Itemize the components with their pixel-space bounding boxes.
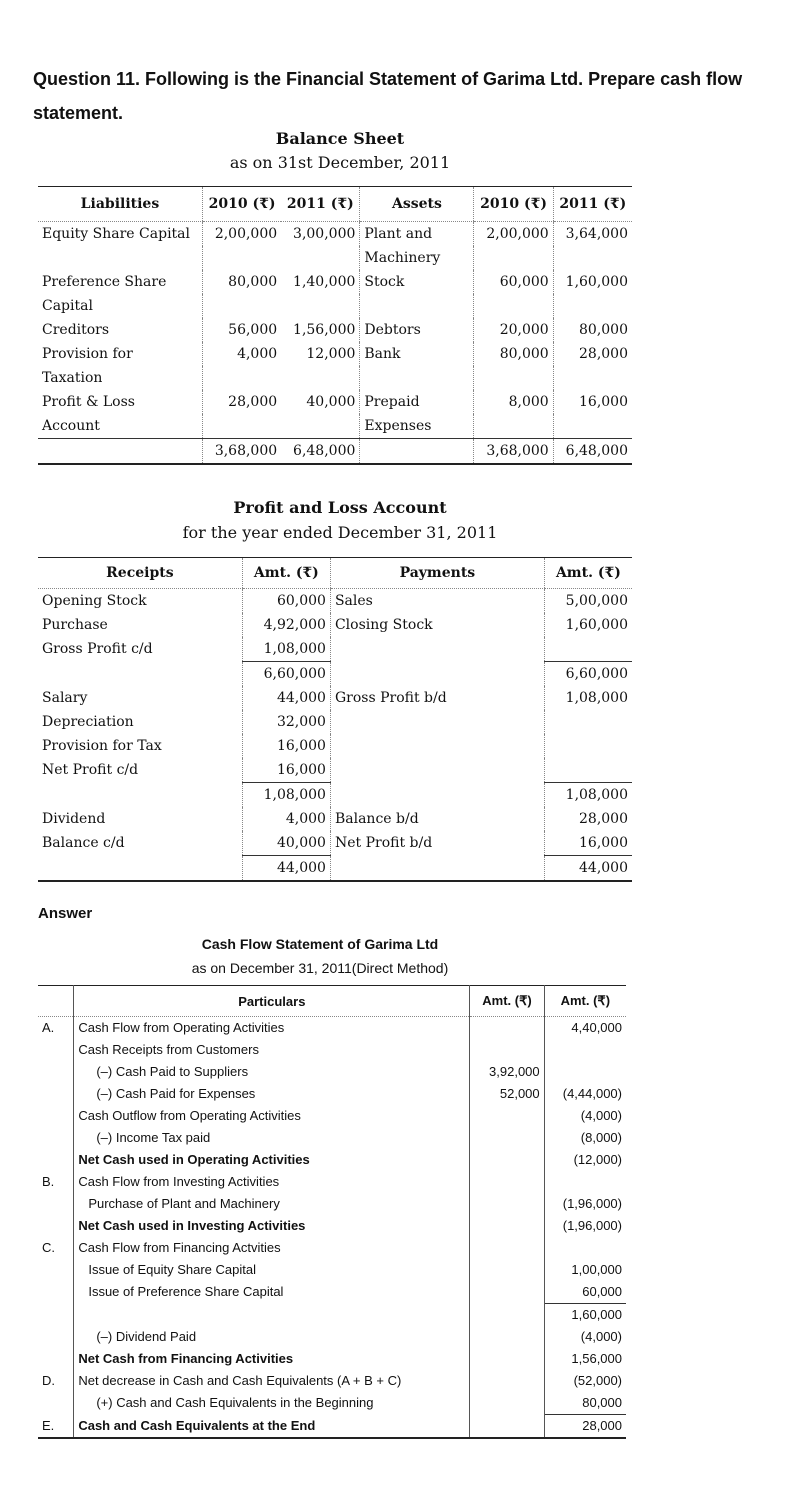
table-cell: Debtors (360, 318, 474, 342)
column-header: 2010 (₹) (202, 187, 281, 222)
table-cell: Expenses (360, 414, 474, 439)
table-cell (202, 294, 281, 318)
table-row (38, 1259, 626, 1281)
table-row (38, 1370, 626, 1392)
table-cell (544, 1171, 626, 1193)
table-cell: Balance c/d (42, 835, 125, 851)
table-cell: (–) Income Tax paid (74, 1127, 470, 1149)
table-cell: 40,000 (306, 394, 356, 410)
table-cell (470, 1304, 544, 1327)
subtotal-row (38, 662, 632, 687)
cash-flow-title: Cash Flow Statement of Garima Ltd (201, 936, 439, 952)
table-cell (38, 1083, 74, 1105)
pl-title: Profit and Loss Account (233, 498, 447, 517)
table-cell: 80,000 (553, 318, 632, 342)
table-cell (360, 294, 474, 318)
table-cell: (–) Cash Paid to Suppliers (74, 1061, 470, 1083)
table-cell: Provision for Tax (42, 738, 162, 754)
table-cell (281, 294, 360, 318)
table-cell: 52,000 (470, 1083, 544, 1105)
table-row (38, 831, 632, 856)
profit-loss-table (38, 557, 632, 882)
table-cell (470, 1348, 544, 1370)
column-header: 2010 (₹) (474, 187, 553, 222)
column-header: Payments (330, 558, 544, 589)
table-row (38, 1171, 626, 1193)
table-cell (470, 1171, 544, 1193)
table-cell (470, 1193, 544, 1215)
column-header (38, 986, 74, 1017)
table-cell: (+) Cash and Cash Equivalents in the Beginning (74, 1392, 470, 1415)
table-cell: 1,08,000 (242, 637, 330, 662)
table-cell: 28,000 (544, 1415, 626, 1439)
table-cell: B. (42, 1174, 55, 1189)
table-cell: 2,00,000 (474, 222, 553, 247)
table-cell: 32,000 (242, 710, 330, 734)
table-row (38, 686, 632, 710)
table-cell (470, 1370, 544, 1392)
table-cell (38, 783, 242, 808)
balance-sheet-table (38, 186, 632, 465)
table-cell (470, 1259, 544, 1281)
table-cell (38, 1304, 74, 1327)
table-cell (470, 1039, 544, 1061)
table-cell (470, 1326, 544, 1348)
table-cell: Net Cash used in Investing Activities (74, 1215, 470, 1237)
table-cell: 6,60,000 (544, 662, 632, 687)
table-cell: Closing Stock (330, 613, 544, 637)
table-cell: 40,000 (242, 831, 330, 856)
table-cell: 6,60,000 (242, 662, 330, 687)
table-cell (470, 1105, 544, 1127)
table-cell: Net Cash from Financing Activities (74, 1348, 470, 1370)
table-row (38, 1281, 626, 1304)
column-header: 2011 (₹) (553, 187, 632, 222)
table-row (38, 1061, 626, 1083)
table-cell: 1,08,000 (242, 783, 330, 808)
table-cell: C. (42, 1240, 55, 1255)
table-cell: 12,000 (306, 346, 356, 362)
table-row (38, 414, 632, 439)
table-cell (38, 1193, 74, 1215)
table-cell (470, 1149, 544, 1171)
table-cell: 60,000 (544, 1281, 626, 1304)
table-cell: Machinery (360, 246, 474, 270)
table-cell: 4,40,000 (544, 1017, 626, 1040)
table-cell (544, 1061, 626, 1083)
table-cell (281, 246, 360, 270)
table-row (38, 734, 632, 758)
table-cell (202, 246, 281, 270)
total-cell: 6,48,000 (281, 439, 360, 465)
table-cell (202, 366, 281, 390)
table-cell: Purchase (42, 617, 108, 633)
table-cell: 28,000 (544, 807, 632, 831)
table-cell (474, 414, 553, 439)
table-cell: Profit & Loss (42, 394, 135, 410)
table-row (38, 758, 632, 783)
table-cell (74, 1304, 470, 1327)
table-cell (474, 246, 553, 270)
table-cell: (8,000) (544, 1127, 626, 1149)
table-cell: A. (42, 1020, 55, 1035)
table-cell (553, 414, 632, 439)
table-cell: 16,000 (544, 831, 632, 856)
table-cell: Capital (42, 298, 93, 314)
table-cell: 20,000 (474, 318, 553, 342)
table-cell (470, 1237, 544, 1259)
table-row (38, 589, 632, 614)
table-cell (553, 294, 632, 318)
table-cell (474, 366, 553, 390)
table-cell: Cash Outflow from Operating Activities (74, 1105, 470, 1127)
table-cell (38, 662, 242, 687)
table-cell: 1,40,000 (293, 274, 356, 290)
table-cell: (–) Dividend Paid (74, 1326, 470, 1348)
totals-row (38, 439, 632, 465)
table-header-row (38, 187, 632, 222)
table-cell: Sales (330, 589, 544, 614)
table-cell: Net Cash used in Operating Activities (74, 1149, 470, 1171)
table-cell (553, 246, 632, 270)
table-cell (38, 1348, 74, 1370)
column-header: Receipts (38, 558, 242, 589)
table-cell: (12,000) (544, 1149, 626, 1171)
table-cell (38, 1149, 74, 1171)
table-cell: Plant and (360, 222, 474, 247)
table-row (38, 1039, 626, 1061)
table-cell: 1,00,000 (544, 1259, 626, 1281)
table-row (38, 270, 632, 294)
table-cell: 1,60,000 (553, 270, 632, 294)
table-cell: 1,56,000 (544, 1348, 626, 1370)
table-cell (38, 1061, 74, 1083)
table-row (38, 1193, 626, 1215)
table-cell (470, 1281, 544, 1304)
table-row (38, 1304, 626, 1327)
table-cell (38, 246, 202, 270)
table-row (38, 318, 632, 342)
table-cell (544, 710, 632, 734)
table-cell (470, 1392, 544, 1415)
table-cell: 1,60,000 (544, 1304, 626, 1327)
table-cell (38, 1259, 74, 1281)
table-row (38, 294, 632, 318)
table-cell: 5,00,000 (544, 589, 632, 614)
table-cell: 44,000 (242, 686, 330, 710)
cash-flow-subtitle: as on December 31, 2011(Direct Method) (191, 960, 449, 976)
table-row (38, 1392, 626, 1415)
table-row (38, 637, 632, 662)
table-row (38, 1105, 626, 1127)
table-row (38, 1149, 626, 1171)
table-row (38, 1083, 626, 1105)
table-cell (281, 414, 360, 439)
table-row (38, 807, 632, 831)
table-cell: 4,000 (202, 342, 281, 366)
table-cell: 60,000 (242, 589, 330, 614)
table-cell (544, 637, 632, 662)
table-cell: Taxation (42, 370, 103, 386)
table-header-row (38, 986, 626, 1017)
table-row (38, 1127, 626, 1149)
table-cell (544, 758, 632, 783)
table-cell: 28,000 (202, 390, 281, 414)
table-cell: Prepaid (360, 390, 474, 414)
table-row (38, 1215, 626, 1237)
table-cell: (1,96,000) (544, 1193, 626, 1215)
table-cell: 44,000 (242, 856, 330, 882)
table-row (38, 1017, 626, 1040)
table-cell: 16,000 (242, 758, 330, 783)
table-cell: Cash and Cash Equivalents at the End (74, 1415, 470, 1439)
table-cell (330, 734, 544, 758)
column-header: Amt. (₹) (544, 986, 626, 1017)
table-cell: 3,64,000 (553, 222, 632, 247)
table-cell: Creditors (42, 322, 110, 338)
table-row (38, 613, 632, 637)
table-cell (38, 1281, 74, 1304)
table-cell: Purchase of Plant and Machinery (74, 1193, 470, 1215)
table-cell: Bank (360, 342, 474, 366)
total-cell: 3,68,000 (474, 439, 553, 465)
subtotal-row (38, 856, 632, 882)
table-cell: 16,000 (553, 390, 632, 414)
table-cell (470, 1415, 544, 1439)
table-cell: Equity Share Capital (42, 226, 190, 242)
table-cell: Cash Flow from Financing Actvities (74, 1237, 470, 1259)
table-cell (470, 1017, 544, 1040)
table-cell: D. (42, 1373, 55, 1388)
table-cell: 1,08,000 (544, 686, 632, 710)
table-cell (470, 1215, 544, 1237)
column-header: 2011 (₹) (281, 187, 360, 222)
table-cell: 4,000 (242, 807, 330, 831)
column-header: Assets (360, 187, 474, 222)
table-header-row (38, 558, 632, 589)
table-cell (38, 1127, 74, 1149)
table-cell (544, 734, 632, 758)
table-cell: 60,000 (474, 270, 553, 294)
table-cell: Net decrease in Cash and Cash Equivalents (A + B + C) (74, 1370, 470, 1392)
balance-sheet-subtitle: as on 31st December, 2011 (229, 153, 451, 172)
table-row (38, 1237, 626, 1259)
table-cell: Dividend (42, 811, 106, 827)
table-cell: Depreciation (42, 714, 134, 730)
table-cell: Cash Flow from Investing Activities (74, 1171, 470, 1193)
table-cell (202, 414, 281, 439)
table-cell: Net Profit b/d (330, 831, 544, 856)
table-cell: 2,00,000 (202, 222, 281, 247)
subtotal-row (38, 783, 632, 808)
table-cell: 44,000 (544, 856, 632, 882)
table-cell: Balance b/d (330, 807, 544, 831)
table-cell: 8,000 (474, 390, 553, 414)
question-text: Question 11. Following is the Financial Statement of Garima Ltd. Prepare cash flow statement. (33, 69, 743, 123)
table-row (38, 366, 632, 390)
table-cell (330, 783, 544, 808)
table-cell: 3,00,000 (293, 226, 356, 242)
table-cell: 28,000 (553, 342, 632, 366)
table-cell: Account (42, 418, 100, 434)
table-cell: (1,96,000) (544, 1215, 626, 1237)
table-cell (38, 1392, 74, 1415)
table-cell: Salary (42, 690, 88, 706)
total-cell (360, 439, 474, 465)
table-cell (330, 856, 544, 882)
table-cell (330, 662, 544, 687)
table-cell: 1,56,000 (293, 322, 356, 338)
balance-sheet-title: Balance Sheet (275, 129, 405, 148)
table-cell (470, 1127, 544, 1149)
table-cell: Opening Stock (42, 593, 147, 609)
table-cell: Cash Flow from Operating Activities (74, 1017, 470, 1040)
table-cell: 80,000 (474, 342, 553, 366)
column-header: Amt. (₹) (470, 986, 544, 1017)
table-cell: 1,08,000 (544, 783, 632, 808)
table-cell: E. (42, 1417, 55, 1433)
table-cell: 16,000 (242, 734, 330, 758)
table-cell: Provision for (42, 346, 133, 362)
table-cell: (–) Cash Paid for Expenses (74, 1083, 470, 1105)
table-cell (474, 294, 553, 318)
table-cell: 3,92,000 (470, 1061, 544, 1083)
table-row (38, 1326, 626, 1348)
table-cell (544, 1237, 626, 1259)
table-cell (360, 366, 474, 390)
table-cell: 4,92,000 (242, 613, 330, 637)
table-row (38, 1415, 626, 1439)
table-cell (38, 1326, 74, 1348)
table-cell: Issue of Preference Share Capital (74, 1281, 470, 1304)
total-cell: 3,68,000 (202, 439, 281, 465)
table-cell (544, 1039, 626, 1061)
table-cell: (52,000) (544, 1370, 626, 1392)
table-cell (330, 758, 544, 783)
table-row (38, 246, 632, 270)
table-cell (38, 1039, 74, 1061)
table-cell: (4,000) (544, 1105, 626, 1127)
table-row (38, 342, 632, 366)
table-cell: Issue of Equity Share Capital (74, 1259, 470, 1281)
table-cell (38, 1215, 74, 1237)
table-cell: Gross Profit b/d (330, 686, 544, 710)
table-cell: Stock (360, 270, 474, 294)
total-cell (38, 439, 202, 465)
table-row (38, 390, 632, 414)
column-header: Liabilities (38, 187, 202, 222)
table-cell (330, 710, 544, 734)
pl-subtitle: for the year ended December 31, 2011 (182, 523, 498, 542)
table-row (38, 222, 632, 247)
answer-label: Answer (38, 905, 93, 922)
column-header: Particulars (74, 986, 470, 1017)
column-header: Amt. (₹) (544, 558, 632, 589)
table-cell (38, 1105, 74, 1127)
table-row (38, 710, 632, 734)
table-cell: 1,60,000 (544, 613, 632, 637)
table-cell: Cash Receipts from Customers (74, 1039, 470, 1061)
table-cell: Preference Share (42, 274, 167, 290)
column-header: Amt. (₹) (242, 558, 330, 589)
table-cell (281, 366, 360, 390)
table-cell: 56,000 (202, 318, 281, 342)
table-cell (38, 856, 242, 882)
table-row (38, 1348, 626, 1370)
table-cell: (4,000) (544, 1326, 626, 1348)
cash-flow-table (38, 985, 626, 1439)
table-cell: Gross Profit c/d (42, 641, 153, 657)
table-cell: (4,44,000) (544, 1083, 626, 1105)
table-cell (553, 366, 632, 390)
table-cell: Net Profit c/d (42, 762, 139, 778)
table-cell (330, 637, 544, 662)
table-cell: 80,000 (202, 270, 281, 294)
table-cell: 80,000 (544, 1392, 626, 1415)
total-cell: 6,48,000 (553, 439, 632, 465)
